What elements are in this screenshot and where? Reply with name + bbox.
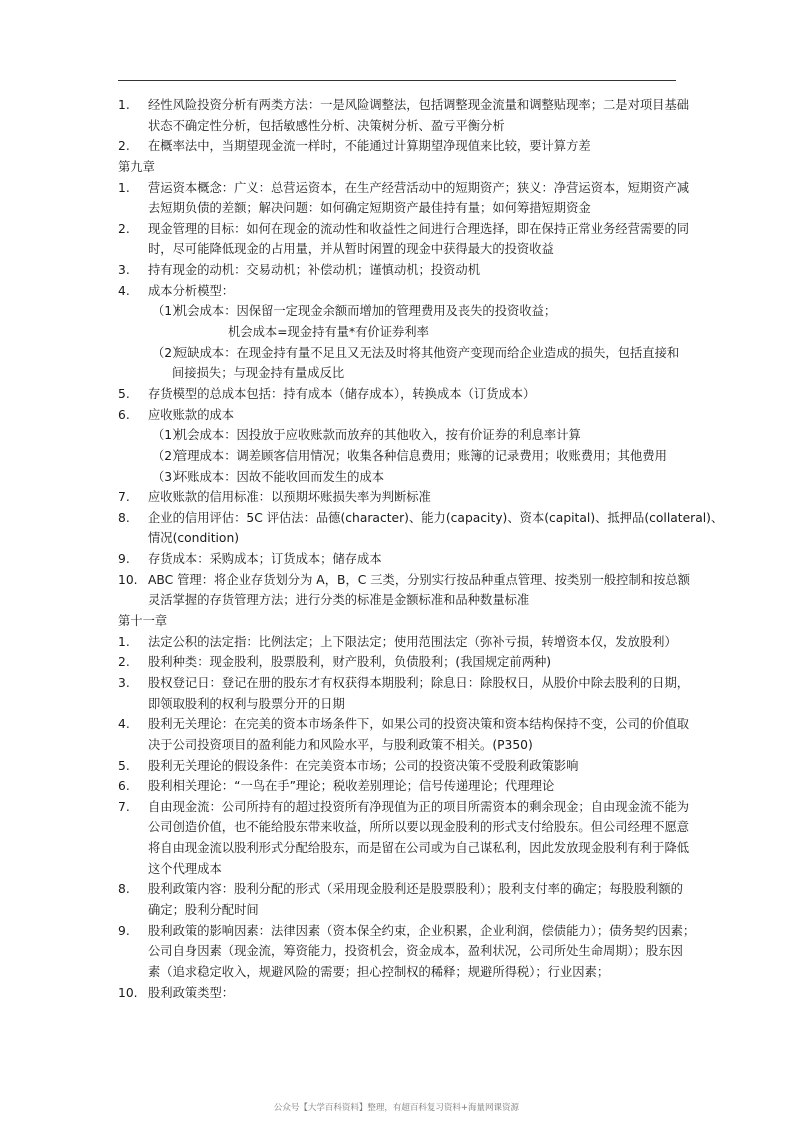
list-text: 状态不确定性分析，包括敏感性分析、决策树分析、盈亏平衡分析 — [148, 118, 505, 133]
list-number: 2. — [118, 655, 130, 670]
list-number: 7. — [118, 799, 130, 814]
list-text: 时，尽可能降低现金的占用量，并从暂时闲置的现金中获得最大的投资收益 — [148, 242, 554, 257]
list-text: 灵活掌握的存货管理方法；进行分类的标准是金额标准和品种数量标准 — [148, 593, 530, 608]
list-item-line — [118, 487, 688, 508]
list-text: 将自由现金流以股利形式分配给股东，而是留在公司或为自己谋私利，因此发放现金股利有利于降低 — [148, 841, 690, 856]
list-item-line — [118, 136, 688, 157]
list-number: 10. — [118, 572, 138, 587]
list-text: 营运资本概念：广义：总营运资本，在生产经营活动中的短期资产；狭义：净营运资本，短期资产减 — [148, 180, 690, 195]
list-item-line — [118, 859, 688, 880]
list-text: 法定公积的法定指：比例法定；上下限法定；使用范围法定（弥补亏损，转增资本仅，发放股利） — [148, 634, 677, 649]
list-text: 股利种类：现金股利，股票股利，财产股利，负债股利；(我国规定前两种) — [148, 655, 552, 670]
list-text: 公司创造价值，也不能给股东带来收益，所所以要以现金股利的形式支付给股东。但公司经理不愿意 — [148, 820, 690, 835]
list-number: （1） — [152, 304, 185, 319]
sub-list-item-line — [118, 446, 688, 467]
list-item-line — [118, 714, 688, 735]
list-number: 1. — [118, 180, 130, 195]
list-text: 股利无关理论的假设条件：在完美资本市场；公司的投资决策不受股利政策影响 — [148, 758, 579, 773]
page-footer: 公众号【大学百科资料】整理，有超百科复习资料+海量网课资源 — [273, 1103, 520, 1113]
list-item-line — [118, 983, 688, 1004]
list-text: 坏账成本：因故不能收回而发生的成本 — [175, 469, 385, 484]
list-text: 在概率法中，当期望现金流一样时，不能通过计算期望净现值来比较，要计算方差 — [148, 139, 591, 154]
list-item-line — [118, 632, 688, 653]
list-item-line — [118, 673, 688, 694]
list-item-line — [118, 652, 688, 673]
list-number: 1. — [118, 98, 130, 112]
list-text: 成本分析模型： — [148, 283, 235, 298]
header-rule — [118, 80, 676, 81]
list-text: 去短期负债的差额；解决问题：如何确定短期资产最佳持有量；如何筹措短期资金 — [148, 201, 591, 216]
list-number: （3） — [152, 469, 185, 484]
sub-list-item-continuation — [118, 322, 688, 343]
list-item-line — [118, 239, 688, 260]
list-text: 股利政策类型： — [148, 985, 235, 1000]
list-number: 5. — [118, 758, 130, 773]
list-text: 短缺成本：在现金持有量不足且又无法及时将其他资产变现而给企业造成的损失，包括直接和 — [175, 345, 680, 360]
list-item-line — [118, 694, 688, 715]
list-item-line — [118, 921, 696, 942]
list-item-line — [118, 116, 688, 137]
list-number: （2） — [152, 345, 185, 360]
list-text: 经性风险投资分析有两类方法：一是风险调整法，包括调整现金流量和调整贴现率；二是对项目基础 — [148, 98, 690, 112]
list-text: 这个代理成本 — [148, 861, 222, 876]
list-text: 机会成本：因投放于应收账款而放弃的其他收入，按有价证券的利息率计算 — [175, 428, 581, 443]
list-text: 第九章 — [118, 159, 155, 174]
list-text: 决于公司投资项目的盈利能力和风险水平，与股利政策不相关。(P350) — [148, 737, 533, 752]
document-body — [118, 95, 724, 1003]
list-item-line — [118, 178, 688, 199]
list-item-line — [118, 528, 688, 549]
list-text: 股利政策内容：股利分配的形式（采用现金股利还是股票股利）；股利支付率的确定；每股股利额的 — [148, 882, 683, 897]
list-text: 应收账款的信用标准：以预期坏账损失率为判断标准 — [148, 490, 431, 505]
list-item-line — [118, 735, 688, 756]
list-number: 9. — [118, 552, 130, 567]
chapter-heading — [118, 611, 688, 632]
list-text: 企业的信用评估：5C 评估法：品德(character)、能力(capacity)、资本(capital)、抵押品(collateral)、 — [148, 510, 724, 525]
list-item-line — [118, 900, 688, 921]
list-number: 1. — [118, 634, 130, 649]
list-text: 持有现金的动机：交易动机；补偿动机；谨慎动机；投资动机 — [148, 263, 481, 278]
list-text: 管理成本：调差顾客信用情况；收集各种信息费用；账簿的记录费用；收账费用；其他费用 — [175, 448, 667, 463]
sub-list-item-line — [118, 467, 688, 488]
list-number: 6. — [118, 779, 130, 794]
list-item-line — [118, 838, 688, 859]
list-number: 10. — [118, 985, 138, 1000]
list-text: 情况(condition) — [148, 531, 240, 546]
list-text: 即领取股利的权利与股票分开的日期 — [148, 696, 345, 711]
list-number: 3. — [118, 263, 130, 278]
list-text: 应收账款的成本 — [148, 407, 235, 422]
list-item-line — [118, 797, 688, 818]
list-number: 8. — [118, 882, 130, 897]
list-item-line — [118, 219, 688, 240]
list-item-line — [118, 95, 688, 116]
list-item-line — [118, 570, 688, 591]
list-number: 5. — [118, 386, 130, 401]
list-text: 机会成本：因保留一定现金余额而增加的管理费用及丧失的投资收益； — [175, 304, 557, 319]
list-text: 间接损失；与现金持有量成反比 — [172, 366, 345, 381]
list-item-line — [118, 817, 688, 838]
list-item-line — [118, 384, 688, 405]
list-text: 机会成本=现金持有量*有价证券利率 — [228, 325, 429, 340]
list-item-line — [118, 941, 688, 962]
list-item-line — [118, 260, 688, 281]
list-number: 4. — [118, 283, 130, 298]
list-item-line — [118, 879, 688, 900]
list-text: 股利政策的影响因素：法律因素（资本保全约束，企业积累，企业利润，偿债能力）；债务契约因素； — [148, 923, 696, 938]
list-item-line — [118, 281, 688, 302]
list-item-line — [118, 590, 688, 611]
list-item-line — [118, 508, 724, 529]
list-number: 6. — [118, 407, 130, 422]
list-text: 现金管理的目标：如何在现金的流动性和收益性之间进行合理选择，即在保持正常业务经营需要的同 — [148, 221, 690, 236]
list-number: （1） — [152, 428, 185, 443]
list-text: 第十一章 — [118, 614, 168, 629]
list-number: 4. — [118, 717, 130, 732]
list-number: 8. — [118, 510, 130, 525]
sub-list-item-line — [118, 301, 688, 322]
list-number: 2. — [118, 221, 130, 236]
list-text: 存货成本：采购成本；订货成本；储存成本 — [148, 552, 382, 567]
list-item-line — [118, 962, 688, 983]
list-text: ABC 管理：将企业存货划分为 A，B，C 三类，分别实行按品种重点管理、按类别一般控制和按总额 — [148, 572, 690, 587]
list-text: 自由现金流：公司所持有的超过投资所有净现值为正的项目所需资本的剩余现金；自由现金流不能为 — [148, 799, 690, 814]
sub-list-item-continuation — [118, 363, 688, 384]
list-text: 股权登记日：登记在册的股东才有权获得本期股利；除息日：除股权日，从股价中除去股利的日期， — [148, 675, 690, 690]
list-number: 3. — [118, 675, 130, 690]
list-item-line — [118, 776, 688, 797]
list-item-line — [118, 549, 688, 570]
sub-list-item-line — [118, 343, 688, 364]
sub-list-item-line — [118, 425, 688, 446]
list-text: 股利无关理论：在完美的资本市场条件下，如果公司的投资决策和资本结构保持不变，公司的价值取 — [148, 717, 690, 732]
list-number: 7. — [118, 490, 130, 505]
list-number: 2. — [118, 139, 130, 154]
list-text: 素（追求稳定收入，规避风险的需要；担心控制权的稀释；规避所得税）；行业因素； — [148, 964, 610, 979]
list-item-line — [118, 756, 688, 777]
chapter-heading — [118, 157, 688, 178]
list-text: 公司自身因素（现金流，筹资能力，投资机会，资金成本，盈利状况，公司所处生命周期）；股东因 — [148, 944, 683, 959]
list-text: 确定；股利分配时间 — [148, 902, 259, 917]
list-text: 存货模型的总成本包括：持有成本（储存成本），转换成本（订货成本） — [148, 386, 536, 401]
list-number: （2） — [152, 448, 185, 463]
list-item-line — [118, 198, 688, 219]
list-text: 股利相关理论：“一鸟在手”理论；税收差别理论；信号传递理论；代理理论 — [148, 779, 555, 794]
list-item-line — [118, 405, 688, 426]
list-number: 9. — [118, 923, 130, 938]
